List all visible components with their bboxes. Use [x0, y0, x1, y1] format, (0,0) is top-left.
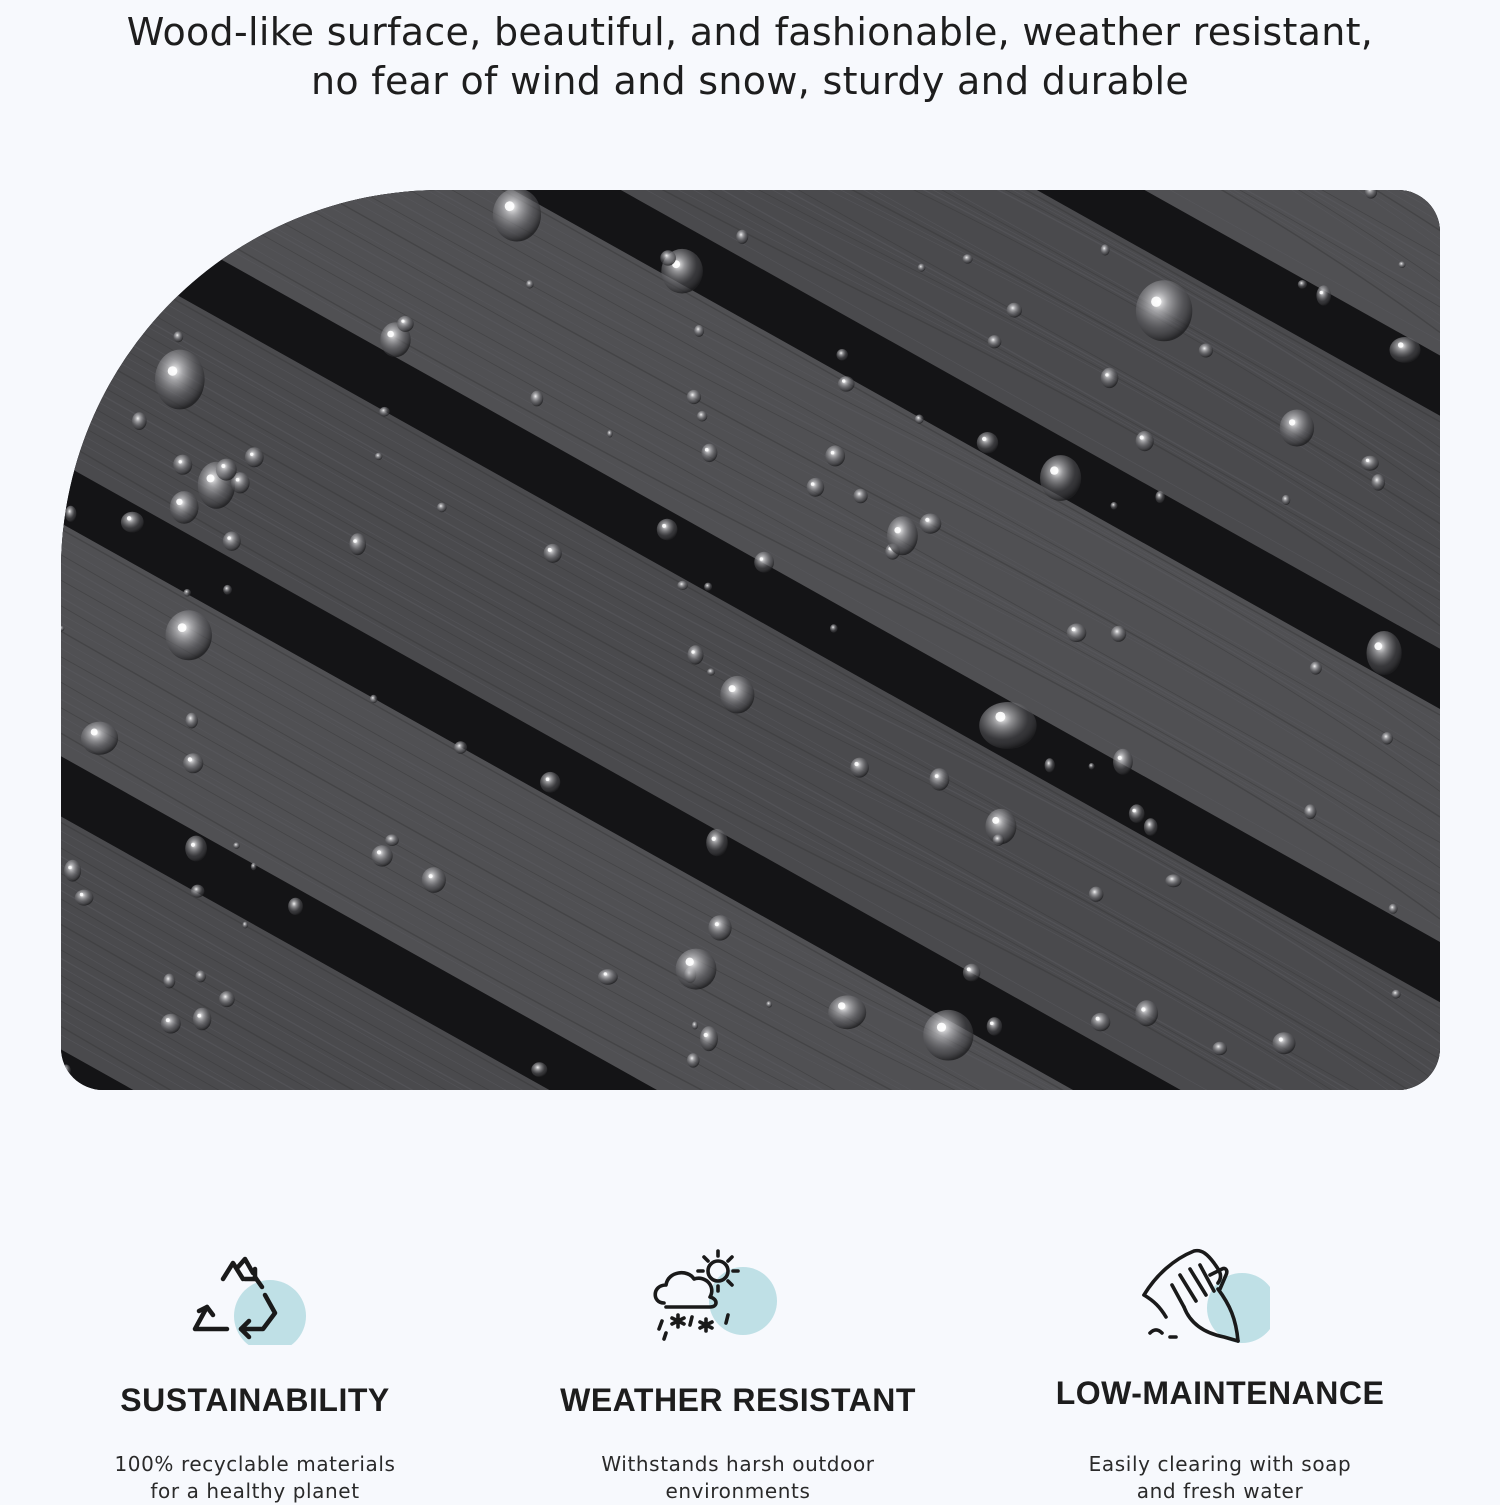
water-droplet — [920, 514, 942, 534]
water-droplet — [1399, 261, 1406, 268]
wet-decking-image — [61, 190, 1440, 1090]
feature-title-sustainability: SUSTAINABILITY — [120, 1382, 390, 1418]
water-droplet — [963, 254, 973, 263]
water-droplet — [1310, 662, 1322, 675]
water-droplet — [493, 190, 541, 242]
water-droplet — [918, 264, 926, 272]
water-droplet — [828, 995, 866, 1029]
water-droplet — [1111, 626, 1126, 642]
water-droplet — [708, 915, 731, 940]
water-droplet — [216, 459, 237, 481]
water-droplet — [454, 741, 467, 754]
feature-title-low-maintenance: LOW-MAINTENANCE — [1055, 1375, 1385, 1411]
water-droplet — [349, 533, 366, 555]
water-droplet — [850, 758, 869, 778]
water-droplet — [1101, 368, 1119, 388]
water-droplet — [245, 447, 264, 467]
water-droplet — [987, 1017, 1002, 1035]
water-droplet — [81, 722, 118, 755]
water-droplet — [1367, 631, 1402, 675]
water-droplet — [1273, 1032, 1296, 1054]
water-droplet — [1392, 990, 1401, 999]
water-droplet — [530, 391, 543, 407]
feature-desc-weather-resistant: Withstands harsh outdoor environments — [601, 1452, 875, 1503]
water-droplet — [1101, 244, 1110, 255]
water-droplet — [132, 412, 147, 430]
water-droplet — [1111, 502, 1118, 510]
water-droplet — [531, 1062, 547, 1077]
water-droplet — [1045, 758, 1055, 772]
feature-title-weather-resistant: WEATHER RESISTANT — [560, 1382, 916, 1418]
water-droplet — [598, 969, 618, 985]
water-droplet — [75, 890, 94, 906]
water-droplet — [288, 898, 303, 915]
water-droplet — [923, 1010, 973, 1061]
water-droplet — [64, 860, 81, 882]
water-droplet — [77, 344, 96, 364]
water-droplet — [657, 519, 678, 540]
water-droplet — [87, 371, 108, 392]
water-droplet — [1040, 455, 1081, 501]
water-droplet — [694, 325, 704, 337]
water-droplet — [251, 863, 257, 871]
water-droplet — [766, 1001, 772, 1008]
water-droplet — [62, 1065, 71, 1077]
water-droplet — [1213, 1042, 1228, 1055]
water-droplet — [223, 532, 241, 551]
water-droplet — [687, 1053, 700, 1067]
water-droplet — [173, 331, 183, 342]
water-droplet — [1136, 280, 1192, 341]
water-droplet — [437, 503, 447, 513]
water-droplet — [1135, 1000, 1158, 1026]
headline — [0, 8, 1500, 106]
water-droplet — [837, 349, 848, 361]
water-droplet — [1165, 874, 1181, 887]
water-droplet — [1067, 624, 1087, 643]
water-droplet — [930, 768, 950, 790]
water-droplet — [915, 415, 924, 424]
water-droplet — [838, 376, 855, 391]
water-droplet — [807, 478, 825, 497]
water-droplet — [1280, 410, 1314, 447]
water-droplet — [163, 974, 175, 989]
water-droplet — [385, 834, 399, 846]
water-droplet — [544, 544, 562, 563]
water-droplet — [540, 772, 560, 793]
water-droplet — [161, 1014, 181, 1034]
water-droplet — [1089, 763, 1095, 770]
water-droplet — [977, 432, 998, 453]
water-droplet — [607, 430, 613, 437]
feature-desc-low-maintenance: Easily clearing with soap and fresh water — [1088, 1452, 1352, 1503]
water-droplet — [171, 246, 180, 258]
water-droplet — [65, 506, 76, 522]
water-droplet — [1144, 818, 1158, 836]
water-droplet — [1282, 495, 1291, 505]
water-droplet — [660, 250, 676, 265]
water-droplet — [887, 516, 918, 555]
water-droplet — [370, 695, 377, 703]
water-droplet — [736, 230, 748, 244]
feature-desc-sustainability: 100% recyclable materials for a healthy planet — [114, 1452, 396, 1503]
water-droplet — [692, 1021, 698, 1029]
water-droplet — [279, 190, 303, 205]
water-droplet — [193, 1008, 211, 1031]
water-droplet — [988, 335, 1002, 348]
water-droplet — [397, 316, 414, 332]
water-droplet — [1390, 337, 1421, 363]
water-droplet — [1371, 474, 1385, 491]
water-droplet — [688, 645, 704, 664]
headline-line-1: Wood-like surface, beautiful, and fashionable, weather resistant, — [126, 10, 1374, 54]
water-droplet — [155, 350, 205, 410]
water-droplet — [854, 489, 868, 503]
water-droplet — [223, 585, 232, 595]
water-droplet — [191, 885, 205, 898]
water-droplet — [993, 834, 1005, 845]
features-row — [0, 1230, 1500, 1503]
water-droplet — [185, 836, 207, 862]
water-droplet — [825, 445, 845, 466]
water-droplet — [676, 949, 717, 990]
water-droplet — [375, 453, 382, 460]
deck-photo — [61, 190, 1440, 1090]
water-droplet — [1389, 904, 1398, 914]
water-droplet — [1113, 749, 1133, 775]
water-droplet — [1361, 456, 1379, 471]
headline-line-2: no fear of wind and snow, sturdy and durable — [310, 59, 1190, 103]
water-droplet — [754, 552, 774, 573]
water-droplet — [219, 991, 235, 1007]
water-droplet — [1155, 491, 1164, 503]
water-droplet — [1199, 344, 1213, 358]
water-droplet — [233, 842, 240, 848]
water-droplet — [1381, 732, 1393, 744]
water-droplet — [422, 867, 446, 893]
water-droplet — [1007, 303, 1022, 318]
water-droplet — [186, 713, 198, 729]
water-droplet — [1089, 887, 1104, 902]
water-droplet — [707, 668, 715, 675]
water-droplet — [706, 829, 728, 856]
water-droplet — [184, 589, 191, 596]
water-droplet — [1316, 285, 1331, 305]
water-droplet — [235, 193, 256, 211]
water-droplet — [173, 455, 192, 475]
water-droplet — [195, 971, 206, 983]
water-droplet — [830, 624, 838, 632]
water-droplet — [121, 512, 144, 533]
recycle-icon — [183, 1245, 313, 1345]
water-droplet — [242, 922, 248, 929]
weather-icon — [648, 1245, 778, 1345]
water-droplet — [979, 702, 1036, 749]
water-droplet — [720, 676, 754, 714]
water-droplet — [379, 407, 389, 417]
water-droplet — [700, 1026, 718, 1051]
water-droplet — [183, 753, 203, 773]
water-droplet — [963, 964, 980, 982]
water-droplet — [687, 390, 701, 404]
cleaning-hand-icon — [1140, 1245, 1270, 1345]
water-droplet — [1304, 804, 1316, 819]
water-droplet — [1298, 280, 1307, 289]
water-droplet — [677, 581, 688, 590]
deck-boards — [61, 190, 1440, 1090]
water-droplet — [163, 200, 184, 218]
water-droplet — [526, 280, 534, 288]
water-droplet — [372, 845, 393, 866]
water-droplet — [697, 411, 707, 422]
water-droplet — [701, 444, 717, 462]
water-droplet — [704, 583, 712, 591]
water-droplet — [170, 491, 199, 524]
water-droplet — [1091, 1013, 1110, 1031]
water-droplet — [166, 610, 212, 660]
water-droplet — [1136, 431, 1154, 451]
water-droplet — [1129, 804, 1145, 823]
